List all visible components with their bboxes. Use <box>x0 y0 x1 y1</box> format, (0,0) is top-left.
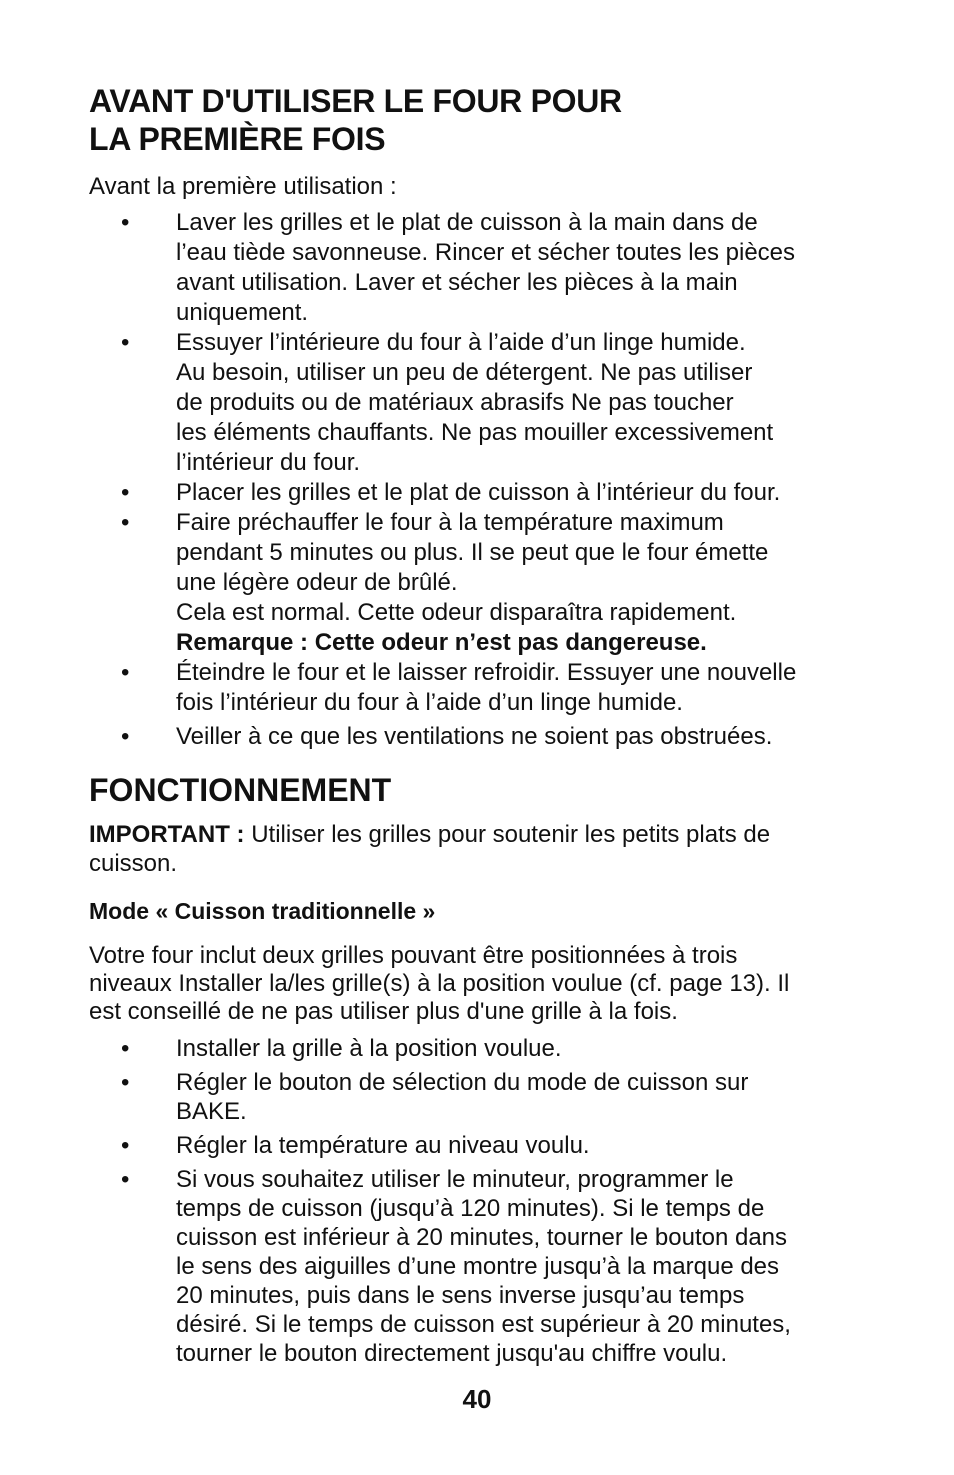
text-line: l’eau tiède savonneuse. Rincer et sécher toutes les pièces <box>176 239 796 266</box>
document-page <box>89 82 869 1373</box>
important-text-cont: cuisson. <box>89 850 178 877</box>
text-line: Laver les grilles et le plat de cuisson à la main dans de <box>176 209 758 236</box>
text-line: BAKE. <box>176 1098 247 1125</box>
bullet-icon: • <box>121 1166 130 1193</box>
text-line: fois l’intérieur du four à l’aide d’un linge humide. <box>176 689 683 716</box>
text-line: Si vous souhaitez utiliser le minuteur, programmer le <box>176 1166 734 1193</box>
list-item <box>89 1068 869 1126</box>
list-item <box>89 1131 869 1160</box>
text-line: tourner le bouton directement jusqu'au chiffre voulu. <box>176 1340 728 1367</box>
bullet-icon: • <box>121 479 130 506</box>
text-line: cuisson est inférieur à 20 minutes, tourner le bouton dans <box>176 1224 788 1251</box>
text-line: Veiller à ce que les ventilations ne soient pas obstruées. <box>176 723 773 750</box>
bullet-icon: • <box>121 329 130 356</box>
text-line: uniquement. <box>176 299 309 326</box>
text-line: Votre four inclut deux grilles pouvant être positionnées à trois <box>89 942 738 969</box>
text-line: le sens des aiguilles d’une montre jusqu’à la marque des <box>176 1253 780 1280</box>
section-title-operation: FONCTIONNEMENT <box>89 772 392 808</box>
list-item <box>89 208 869 328</box>
text-line: de produits ou de matériaux abrasifs Ne pas toucher <box>176 389 734 416</box>
text-line: une légère odeur de brûlé. <box>176 569 458 596</box>
text-line: Cela est normal. Cette odeur disparaîtra rapidement. <box>176 599 737 626</box>
text-line: niveaux Installer la/les grille(s) à la position voulue (cf. page 13). Il <box>89 970 790 997</box>
text-line: pendant 5 minutes ou plus. Il se peut que le four émette <box>176 539 769 566</box>
list-item <box>89 1034 869 1063</box>
text-line: Placer les grilles et le plat de cuisson à l’intérieur du four. <box>176 479 781 506</box>
title-line-1: AVANT D'UTILISER LE FOUR POUR <box>89 83 622 119</box>
bullet-icon: • <box>121 1132 130 1159</box>
text-line: Éteindre le four et le laisser refroidir. Essuyer une nouvelle <box>176 659 797 686</box>
list-item <box>89 658 869 718</box>
list-item <box>89 328 869 478</box>
important-text: Utiliser les grilles pour soutenir les petits plats de <box>244 821 771 848</box>
text-line: Régler la température au niveau voulu. <box>176 1132 590 1159</box>
bullet-icon: • <box>121 509 130 536</box>
important-note <box>89 820 869 878</box>
bullet-icon: • <box>121 659 130 686</box>
bullet-icon: • <box>121 1069 130 1096</box>
bullet-icon: • <box>121 723 130 750</box>
text-line: désiré. Si le temps de cuisson est supérieur à 20 minutes, <box>176 1311 791 1338</box>
text-line: Installer la grille à la position voulue. <box>176 1035 562 1062</box>
text-line: l’intérieur du four. <box>176 449 361 476</box>
text-line: est conseillé de ne pas utiliser plus d'une grille à la fois. <box>89 998 678 1025</box>
text-line: Au besoin, utiliser un peu de détergent. Ne pas utiliser <box>176 359 753 386</box>
text-line: avant utilisation. Laver et sécher les pièces à la main <box>176 269 738 296</box>
text-line: temps de cuisson (jusqu’à 120 minutes). Si le temps de <box>176 1195 765 1222</box>
racks-paragraph <box>89 942 869 1026</box>
list-item <box>89 508 869 658</box>
remark-note: Remarque : Cette odeur n’est pas dangereuse. <box>176 629 707 656</box>
intro-text: Avant la première utilisation : <box>89 173 397 200</box>
bake-mode-list <box>89 1034 869 1368</box>
bullet-icon: • <box>121 209 130 236</box>
text-line: les éléments chauffants. Ne pas mouiller excessivement <box>176 419 774 446</box>
text-line: Essuyer l’intérieure du four à l’aide d’un linge humide. <box>176 329 746 356</box>
text-line: 20 minutes, puis dans le sens inverse jusqu’au temps <box>176 1282 745 1309</box>
important-label: IMPORTANT : <box>89 821 245 848</box>
list-item <box>89 478 869 508</box>
first-use-list <box>89 208 869 752</box>
text-line: Faire préchauffer le four à la température maximum <box>176 509 724 536</box>
list-item <box>89 1165 869 1368</box>
text-line: Régler le bouton de sélection du mode de cuisson sur <box>176 1069 749 1096</box>
page-number: 40 <box>462 1384 492 1414</box>
bullet-icon: • <box>121 1035 130 1062</box>
title-line-2: LA PREMIÈRE FOIS <box>89 121 386 157</box>
mode-heading: Mode « Cuisson traditionnelle » <box>89 898 436 924</box>
list-item <box>89 722 869 752</box>
section-title-first-use <box>89 82 869 158</box>
